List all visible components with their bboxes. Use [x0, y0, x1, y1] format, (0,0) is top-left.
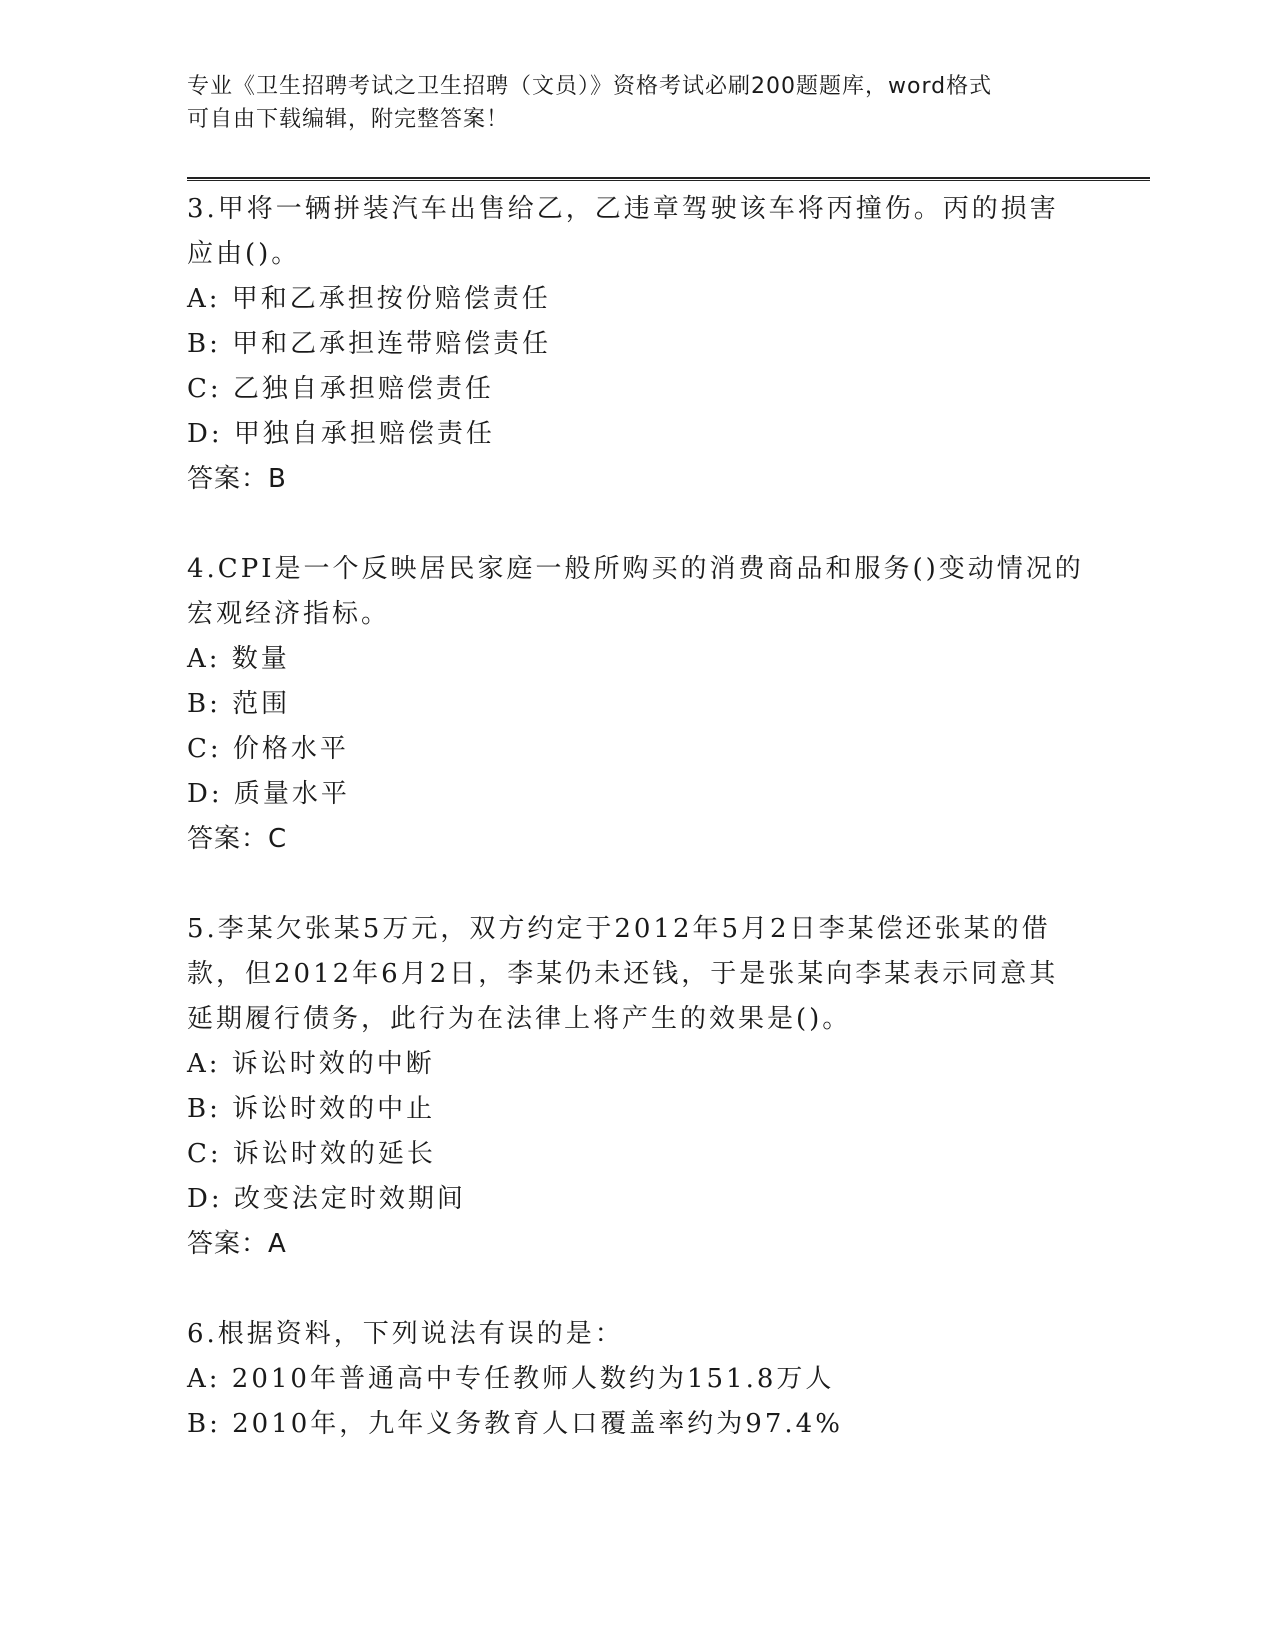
question-text: 3.甲将一辆拼装汽车出售给乙，乙违章驾驶该车将丙撞伤。丙的损害应由()。 [187, 194, 1059, 269]
question-text: 6.根据资料，下列说法有误的是： [187, 1319, 624, 1349]
option-a: A: 诉讼时效的中断 [187, 1049, 435, 1079]
option-b: B: 范围 [187, 689, 291, 719]
option-b: B: 甲和乙承担连带赔偿责任 [187, 329, 552, 359]
question-3 [187, 187, 1087, 502]
answer-label: 答案：A [187, 1229, 287, 1259]
option-c: C: 价格水平 [187, 734, 349, 764]
question-list [187, 187, 1087, 1492]
page-header [187, 70, 1087, 136]
option-d: D: 改变法定时效期间 [187, 1184, 466, 1214]
question-4 [187, 547, 1087, 862]
question-text: 5.李某欠张某5万元，双方约定于2012年5月2日李某偿还张某的借款，但2012年6月2日，李某仍未还钱，于是张某向李某表示同意其延期履行债务，此行为在法律上将产生的效果是()。 [187, 914, 1059, 1034]
option-c: C: 乙独自承担赔偿责任 [187, 374, 494, 404]
question-5 [187, 907, 1087, 1267]
header-line-2: 可自由下载编辑，附完整答案！ [187, 107, 510, 132]
option-a: A: 2010年普通高中专任教师人数约为151.8万人 [187, 1364, 835, 1394]
answer-label: 答案：B [187, 464, 287, 494]
option-b: B: 2010年，九年义务教育人口覆盖率约为97.4% [187, 1409, 843, 1439]
answer-label: 答案：C [187, 824, 288, 854]
option-b: B: 诉讼时效的中止 [187, 1094, 436, 1124]
header-divider [187, 177, 1150, 181]
option-d: D: 甲独自承担赔偿责任 [187, 419, 495, 449]
header-line-1: 专业《卫生招聘考试之卫生招聘（文员）》资格考试必刷200题题库，word格式 [187, 74, 993, 99]
option-a: A: 甲和乙承担按份赔偿责任 [187, 284, 551, 314]
question-6 [187, 1312, 1087, 1447]
option-a: A: 数量 [187, 644, 290, 674]
option-d: D: 质量水平 [187, 779, 350, 809]
option-c: C: 诉讼时效的延长 [187, 1139, 436, 1169]
question-text: 4.CPI是一个反映居民家庭一般所购买的消费商品和服务()变动情况的宏观经济指标。 [187, 554, 1084, 629]
